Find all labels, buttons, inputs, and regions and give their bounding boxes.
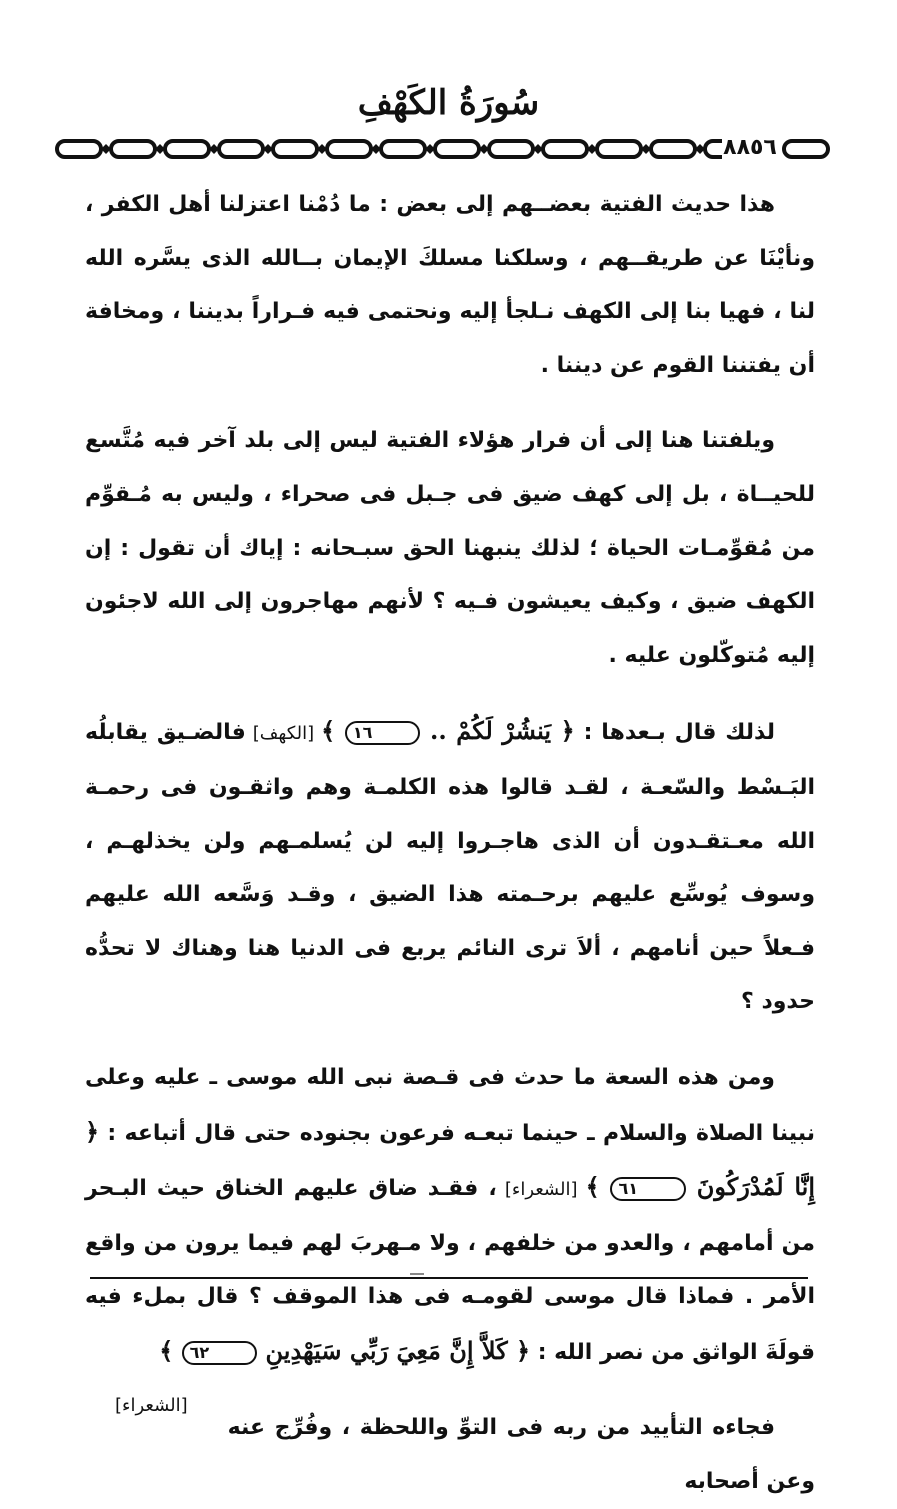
footer-rule — [90, 1277, 808, 1279]
paragraph-3-body: فالضـيق يقابلُه البَـسْط والسّعـة ، لقـد قالوا هذه الكلمـة وهم واثقـون فى رحمـة الله معـتقـدون أن الذى هاجـروا إليه لن يُسلمـهم ولن يخذلهـم ، وسوف يُوسِّع عليهم برحـمته هذا الضيق ، وقـد وَسَّعه الله عليهم فـعلاً حين أنامهم ، ألاَ ترى النائم يربع فى الدنيا هنا وهناك لا تحدُّه حدود ؟ — [85, 720, 815, 1015]
paragraph-2: ويلفتنا هنا إلى أن فرار هؤلاء الفتية ليس إلى بلد آخر فيه مُتَّسع للحيــاة ، بل إلى كهف ضيق فى جـبل فى صحراء ، وليس به مُـقوِّم من مُقوِّمـات الحياة ؛ لذلك ينبهنا الحق سبـحانه : إياك أن تقول : إن الكهف ضيق ، وكيف يعيشون فـيه ؟ لأنهم مهاجرون إلى الله لاجئون إليه مُتوكّلون عليه . — [85, 428, 815, 668]
paragraph-3 — [85, 704, 815, 1029]
page-number: ٨٨٥٦ — [723, 135, 777, 160]
ayah-number-badge: ١٦ — [345, 721, 421, 745]
quran-bracket-close: ﴾ — [321, 716, 345, 746]
chain-ornament-icon — [55, 137, 830, 161]
ayah-number-badge: ٦٢ — [182, 1341, 258, 1365]
paragraph-4-body: ، فقـد ضاق عليهم الخناق حيث البـحر من أمامهم ، والعدو من خلفهم ، ولا مـهربَ لهم فيما يرون من واقع الأمر . فماذا قال موسى لقومـه فى هذا الموقف ؟ قال بملء فيه قولَةَ الواثق من نصر الله : — [85, 1176, 815, 1365]
surah-title: سُورَةُ الكَهْفِ — [357, 83, 540, 123]
paragraph-4-intro: ومن هذه السعة ما حدث فى قـصة نبى الله موسى ـ عليه وعلى نبينا الصلاة والسلام ـ حينما تبعـه فرعون بجنوده حتى قال أتباعه : — [85, 1064, 815, 1146]
quran-verse-shuara-61: ﴿ إِنَّا لَمُدْرَكُونَ — [85, 1116, 815, 1202]
surah-reference: [الشعراء] — [496, 1179, 586, 1201]
quran-verse-kahf-16: ﴿ يَنشُرْ لَكُمْ .. — [420, 716, 575, 746]
surah-reference: [الكهف] — [245, 723, 322, 745]
paragraph-4 — [85, 1051, 815, 1417]
quran-bracket-close: ﴾ — [585, 1172, 611, 1202]
paragraph-1: هذا حديث الفتية بعضــهم إلى بعض : ما دُمْنا اعتزلنا أهل الكفر ، ونأيْنَا عن طريقــهم ، وسلكنا مسلكَ الإيمان بــالله الذى يسَّره الله لنا ، فهيا بنا إلى الكهف نـلجأ إليه ونحتمى فيه فـراراً بديننا ، ومخافة أن يفتننا القوم عن ديننا . — [85, 192, 815, 378]
quran-bracket-close: ﴾ — [159, 1335, 182, 1365]
ayah-number-badge: ٦١ — [610, 1177, 686, 1201]
footer-mark-icon: ― — [410, 1266, 424, 1282]
paragraph-5: فجاءه التأييد من ربه فى التوِّ واللحظة ، وفُرِّج عنه وعن أصحابه — [227, 1415, 815, 1495]
quran-verse-shuara-62: ﴿ كَلاَّ إِنَّ مَعِيَ رَبِّي سَيَهْدِينِ — [257, 1335, 531, 1365]
ornamental-divider — [55, 137, 830, 161]
commentary-text — [85, 178, 815, 1509]
surah-reference: [الشعراء] — [115, 1395, 188, 1417]
paragraph-3-intro: لذلك قال بـعدها : — [574, 720, 776, 746]
